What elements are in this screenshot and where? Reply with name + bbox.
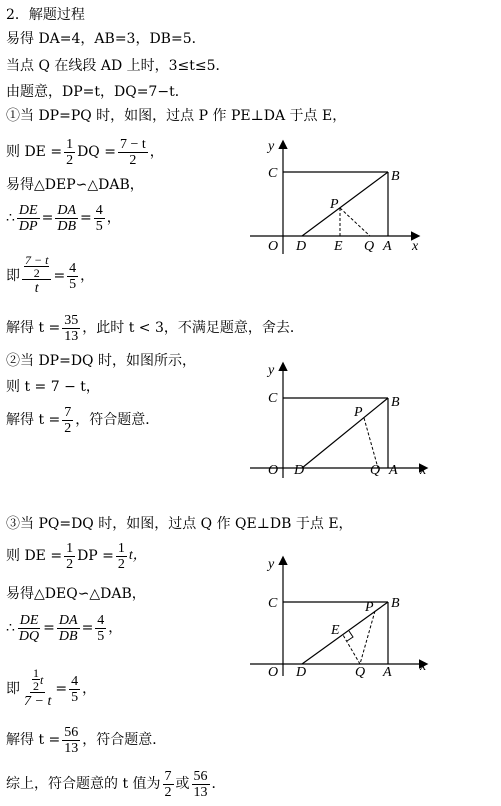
ratio-fraction [17,203,40,234]
rhs-fraction [69,674,80,705]
case3-equation-line [6,660,96,718]
label-e: E [331,623,340,638]
ratio-fraction [57,613,80,644]
summary-line [6,766,226,802]
label-b: B [391,395,400,410]
fraction-denominator: DQ [18,628,40,644]
fraction-numerator: DE [19,612,39,628]
ratio-fraction [55,203,78,234]
fraction-denominator: 7 − t [24,694,52,709]
fraction-denominator: 2 [33,266,40,280]
punctuation: ， [106,210,121,226]
case3-similar: 易得△DEQ∽△DAB， [6,586,146,602]
equals: = [81,620,94,636]
fraction-numerator: 56 [193,768,208,784]
fraction-denominator: 5 [97,628,105,644]
inner-fraction [24,254,49,279]
label-a: A [389,463,398,478]
half-fraction [64,137,75,168]
label-e: E [334,239,343,254]
intro-line-2: 当点 Q 在线段 AD 上时，3≤t≤5． [6,58,230,74]
solution-fraction [62,313,80,344]
fraction-numerator: 1 [66,540,74,556]
label-c: C [268,391,278,406]
punctuation: ． [211,776,226,792]
solve-prefix: 解得 t = [6,412,61,428]
case2-heading: ②当 DP=DQ 时，如图所示， [6,353,196,369]
solve-prefix: 解得 t = [6,320,61,336]
de-prefix: 则 DE = [6,548,63,564]
inner-fraction [32,667,40,692]
therefore-symbol: ∴ [6,210,15,226]
solution-fraction [62,725,80,756]
case3-de-line [6,538,147,574]
compound-fraction [22,667,53,711]
fraction-numerator: 4 [95,202,103,218]
therefore-symbol: ∴ [6,620,15,636]
figure-case2 [248,358,433,480]
punctuation: t， [128,548,147,563]
fraction-denominator: 2 [66,556,74,572]
case3-heading: ③当 PQ=DQ 时，如图，过点 Q 作 QE⊥DB 于点 E， [6,516,353,532]
solve-suffix: ，此时 t < 3，不满足题意，舍去． [82,320,304,336]
label-d: D [296,239,307,254]
fraction-numerator: 35 [64,312,79,328]
figure-case3 [248,552,433,680]
section-title: 2．解题过程 [6,7,85,23]
de-mid: DQ = [77,144,116,160]
equals: = [55,681,68,697]
fraction-denominator: 2 [129,152,137,168]
label-q: Q [370,463,381,478]
punctuation: ， [82,681,97,697]
figure-case1 [248,138,428,258]
label-b: B [391,596,400,611]
label-c: C [268,166,278,181]
equals: = [41,210,54,226]
fraction-denominator: 2 [164,784,172,800]
answer-fraction [192,769,210,800]
fraction-numerator: 4 [71,673,79,689]
fraction-numerator: 7 [64,404,72,420]
segment-pq [360,611,375,664]
label-p: P [354,405,363,420]
fraction-denominator: t [34,281,39,296]
compound-fraction [22,254,51,298]
fraction-denominator: 13 [64,328,79,344]
case1-solve-line [6,310,304,346]
label-o: O [268,239,279,254]
fraction-numerator: 1 [117,540,125,556]
ratio-fraction [94,203,105,234]
label-y: y [268,363,275,378]
case1-ratio-line [6,200,121,236]
label-c: C [268,596,278,611]
compound-numerator [30,667,45,693]
fraction-numerator: DE [18,202,38,218]
label-q: Q [355,665,366,680]
fraction-numerator: DA [58,612,78,628]
fraction-numerator: 7 [164,768,172,784]
equals: = [53,268,66,284]
case3-ratio-line [6,610,122,646]
label-a: A [383,239,392,254]
case2-then: 则 t = 7 − t， [6,379,100,395]
solve-suffix: ，符合题意． [82,732,167,748]
fraction-denominator: 2 [33,679,39,693]
fraction-numerator: 7 − t [119,136,146,152]
half-fraction [116,541,127,572]
label-d: D [296,665,307,680]
ji-word: 即 [6,681,20,697]
fraction-denominator: DB [57,218,76,234]
dq-fraction [118,137,148,168]
label-d: D [294,463,305,478]
punctuation: ， [149,144,164,160]
fraction-numerator: DA [57,202,76,218]
label-a: A [383,665,392,680]
ji-word: 即 [6,268,20,284]
de-mid: DP = [77,548,114,564]
answer-fraction [163,769,174,800]
fraction-numerator: 4 [69,260,77,276]
rhs-fraction [67,261,78,292]
label-p: P [330,197,339,212]
fraction-numerator: 1 [33,666,39,680]
solution-fraction [62,405,73,436]
fraction-denominator: 2 [66,152,74,168]
variable-t: t [40,672,44,687]
label-o: O [268,665,279,680]
label-o: O [268,463,279,478]
label-x: x [420,659,427,674]
case1-similar: 易得△DEP∽△DAB， [6,177,144,193]
intro-line-1: 易得 DA=4，AB=3，DB=5． [6,31,206,47]
case1-heading: ①当 DP=PQ 时，如图，过点 P 作 PE⊥DA 于点 E， [6,108,347,124]
case3-solve-line [6,722,166,758]
equals: = [80,210,92,226]
fraction-denominator: 5 [95,218,103,234]
fraction-denominator: 2 [117,556,125,572]
label-b: B [391,169,400,184]
label-x: x [412,239,419,254]
label-y: y [268,139,275,154]
or-word: 或 [175,776,190,792]
fraction-denominator: DP [18,218,38,234]
label-q: Q [364,239,375,254]
segment-pq [340,208,370,236]
equals: = [43,620,55,636]
punctuation: ， [80,268,95,284]
fraction-denominator: 2 [64,420,72,436]
compound-numerator [22,254,51,280]
label-x: x [420,463,427,478]
label-p: P [365,600,374,615]
case2-solve-line [6,402,159,438]
fraction-denominator: 13 [64,740,79,756]
fraction-numerator: 1 [66,136,74,152]
label-y: y [268,557,275,572]
punctuation: ， [108,620,123,636]
fraction-numerator: 7 − t [25,253,49,267]
summary-prefix: 综上，符合题意的 t 值为 [6,776,161,792]
fraction-numerator: 56 [64,724,79,740]
ratio-fraction [17,613,41,644]
segment-db [302,172,388,236]
de-prefix: 则 DE = [6,144,63,160]
right-angle-mark [347,631,353,641]
solve-prefix: 解得 t = [6,732,61,748]
fraction-denominator: 13 [193,784,208,800]
half-fraction [64,541,75,572]
ratio-fraction [95,613,106,644]
fraction-denominator: DB [58,628,78,644]
segment-pq [364,418,378,468]
fraction-numerator: 4 [97,612,105,628]
solve-suffix: ，符合题意． [75,412,160,428]
fraction-denominator: 5 [69,276,77,292]
segment-qe [343,635,360,664]
case1-de-line [6,134,164,170]
case1-equation-line [6,246,94,306]
fraction-denominator: 5 [71,689,79,705]
intro-line-3: 由题意，DP=t，DQ=7−t． [6,84,189,100]
